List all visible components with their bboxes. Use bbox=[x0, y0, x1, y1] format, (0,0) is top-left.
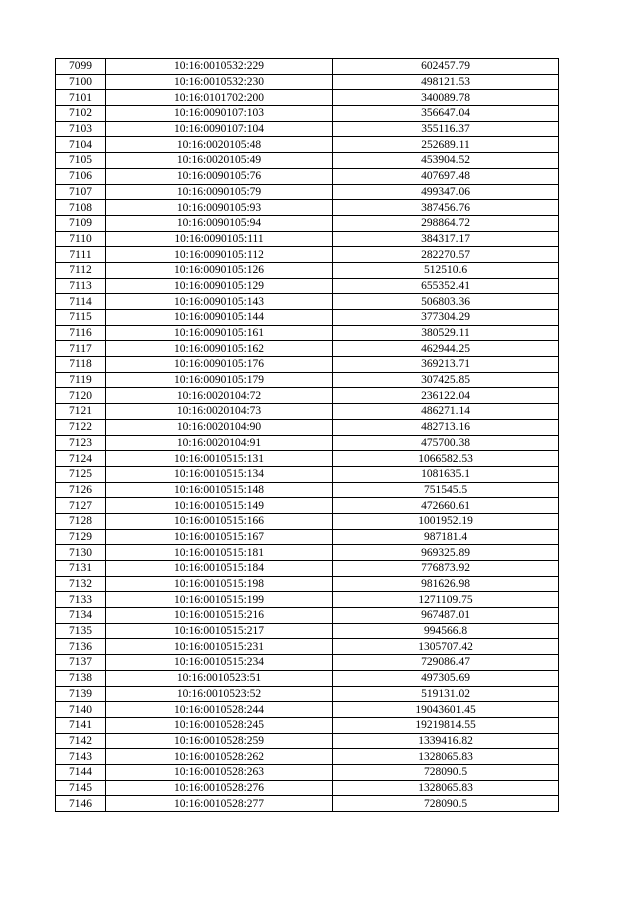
table-row bbox=[56, 247, 559, 263]
table-row bbox=[56, 278, 559, 294]
cadastral-number-cell: 10:16:0010528:259 bbox=[106, 733, 333, 749]
cadastral-value-cell: 512510.6 bbox=[333, 262, 559, 278]
row-number-cell: 7124 bbox=[56, 451, 106, 467]
cadastral-number-cell: 10:16:0090105:179 bbox=[106, 372, 333, 388]
cadastral-value-cell: 369213.71 bbox=[333, 357, 559, 373]
cadastral-number-cell: 10:16:0010515:199 bbox=[106, 592, 333, 608]
cadastral-value-cell: 498121.53 bbox=[333, 74, 559, 90]
cadastral-number-cell: 10:16:0020104:90 bbox=[106, 419, 333, 435]
cadastral-value-cell: 1066582.53 bbox=[333, 451, 559, 467]
table-row bbox=[56, 435, 559, 451]
cadastral-number-cell: 10:16:0010515:198 bbox=[106, 576, 333, 592]
cadastral-value-cell: 355116.37 bbox=[333, 121, 559, 137]
table-row bbox=[56, 184, 559, 200]
cadastral-number-cell: 10:16:0020104:73 bbox=[106, 404, 333, 420]
cadastral-value-cell: 969325.89 bbox=[333, 545, 559, 561]
cadastral-value-cell: 1328065.83 bbox=[333, 780, 559, 796]
row-number-cell: 7128 bbox=[56, 513, 106, 529]
row-number-cell: 7103 bbox=[56, 121, 106, 137]
cadastral-number-cell: 10:16:0090105:129 bbox=[106, 278, 333, 294]
table-row bbox=[56, 215, 559, 231]
table-row bbox=[56, 388, 559, 404]
table-row bbox=[56, 686, 559, 702]
cadastral-number-cell: 10:16:0010515:149 bbox=[106, 498, 333, 514]
row-number-cell: 7137 bbox=[56, 655, 106, 671]
table-row bbox=[56, 749, 559, 765]
cadastral-value-cell: 497305.69 bbox=[333, 670, 559, 686]
table-row bbox=[56, 608, 559, 624]
row-number-cell: 7109 bbox=[56, 215, 106, 231]
cadastral-number-cell: 10:16:0010528:277 bbox=[106, 796, 333, 812]
cadastral-number-cell: 10:16:0010515:217 bbox=[106, 623, 333, 639]
cadastral-number-cell: 10:16:0090105:161 bbox=[106, 325, 333, 341]
cadastral-value-cell: 728090.5 bbox=[333, 796, 559, 812]
row-number-cell: 7117 bbox=[56, 341, 106, 357]
cadastral-number-cell: 10:16:0010515:166 bbox=[106, 513, 333, 529]
cadastral-value-cell: 729086.47 bbox=[333, 655, 559, 671]
cadastral-value-cell: 602457.79 bbox=[333, 59, 559, 75]
row-number-cell: 7113 bbox=[56, 278, 106, 294]
cadastral-value-cell: 519131.02 bbox=[333, 686, 559, 702]
cadastral-number-cell: 10:16:0010528:245 bbox=[106, 717, 333, 733]
cadastral-number-cell: 10:16:0010528:276 bbox=[106, 780, 333, 796]
row-number-cell: 7106 bbox=[56, 168, 106, 184]
table-row bbox=[56, 733, 559, 749]
row-number-cell: 7111 bbox=[56, 247, 106, 263]
row-number-cell: 7115 bbox=[56, 310, 106, 326]
table-row bbox=[56, 137, 559, 153]
cadastral-value-table bbox=[55, 58, 559, 812]
cadastral-number-cell: 10:16:0010515:134 bbox=[106, 466, 333, 482]
table-row bbox=[56, 325, 559, 341]
row-number-cell: 7102 bbox=[56, 106, 106, 122]
cadastral-value-cell: 407697.48 bbox=[333, 168, 559, 184]
cadastral-value-cell: 987181.4 bbox=[333, 529, 559, 545]
table-row bbox=[56, 780, 559, 796]
cadastral-value-cell: 728090.5 bbox=[333, 764, 559, 780]
cadastral-number-cell: 10:16:0090105:126 bbox=[106, 262, 333, 278]
cadastral-number-cell: 10:16:0020104:91 bbox=[106, 435, 333, 451]
row-number-cell: 7130 bbox=[56, 545, 106, 561]
cadastral-value-cell: 340089.78 bbox=[333, 90, 559, 106]
table-row bbox=[56, 372, 559, 388]
row-number-cell: 7118 bbox=[56, 357, 106, 373]
cadastral-value-cell: 387456.76 bbox=[333, 200, 559, 216]
table-row bbox=[56, 74, 559, 90]
table-row bbox=[56, 717, 559, 733]
row-number-cell: 7120 bbox=[56, 388, 106, 404]
cadastral-value-cell: 19219814.55 bbox=[333, 717, 559, 733]
cadastral-value-cell: 776873.92 bbox=[333, 561, 559, 577]
row-number-cell: 7126 bbox=[56, 482, 106, 498]
cadastral-value-cell: 506803.36 bbox=[333, 294, 559, 310]
table-row bbox=[56, 513, 559, 529]
table-row bbox=[56, 466, 559, 482]
cadastral-value-cell: 1339416.82 bbox=[333, 733, 559, 749]
cadastral-number-cell: 10:16:0090105:79 bbox=[106, 184, 333, 200]
table-row bbox=[56, 545, 559, 561]
cadastral-value-cell: 380529.11 bbox=[333, 325, 559, 341]
row-number-cell: 7139 bbox=[56, 686, 106, 702]
row-number-cell: 7131 bbox=[56, 561, 106, 577]
row-number-cell: 7133 bbox=[56, 592, 106, 608]
table-row bbox=[56, 670, 559, 686]
table-row bbox=[56, 419, 559, 435]
cadastral-number-cell: 10:16:0010515:148 bbox=[106, 482, 333, 498]
table-row bbox=[56, 294, 559, 310]
cadastral-number-cell: 10:16:0101702:200 bbox=[106, 90, 333, 106]
table-row bbox=[56, 764, 559, 780]
cadastral-value-cell: 307425.85 bbox=[333, 372, 559, 388]
cadastral-value-cell: 486271.14 bbox=[333, 404, 559, 420]
row-number-cell: 7123 bbox=[56, 435, 106, 451]
cadastral-value-cell: 1328065.83 bbox=[333, 749, 559, 765]
table-row bbox=[56, 482, 559, 498]
cadastral-value-cell: 482713.16 bbox=[333, 419, 559, 435]
cadastral-value-cell: 472660.61 bbox=[333, 498, 559, 514]
table-row bbox=[56, 59, 559, 75]
table-row bbox=[56, 451, 559, 467]
table-row bbox=[56, 561, 559, 577]
cadastral-value-cell: 377304.29 bbox=[333, 310, 559, 326]
row-number-cell: 7132 bbox=[56, 576, 106, 592]
cadastral-number-cell: 10:16:0090105:93 bbox=[106, 200, 333, 216]
cadastral-number-cell: 10:16:0010532:229 bbox=[106, 59, 333, 75]
cadastral-number-cell: 10:16:0020105:49 bbox=[106, 153, 333, 169]
cadastral-value-cell: 475700.38 bbox=[333, 435, 559, 451]
cadastral-value-cell: 967487.01 bbox=[333, 608, 559, 624]
cadastral-number-cell: 10:16:0090105:176 bbox=[106, 357, 333, 373]
row-number-cell: 7116 bbox=[56, 325, 106, 341]
cadastral-number-cell: 10:16:0010515:181 bbox=[106, 545, 333, 561]
table-row bbox=[56, 796, 559, 812]
row-number-cell: 7145 bbox=[56, 780, 106, 796]
table-row bbox=[56, 200, 559, 216]
row-number-cell: 7107 bbox=[56, 184, 106, 200]
table-row bbox=[56, 639, 559, 655]
cadastral-number-cell: 10:16:0010515:167 bbox=[106, 529, 333, 545]
row-number-cell: 7129 bbox=[56, 529, 106, 545]
row-number-cell: 7146 bbox=[56, 796, 106, 812]
cadastral-number-cell: 10:16:0090105:144 bbox=[106, 310, 333, 326]
cadastral-value-cell: 751545.5 bbox=[333, 482, 559, 498]
cadastral-number-cell: 10:16:0010523:51 bbox=[106, 670, 333, 686]
cadastral-value-cell: 356647.04 bbox=[333, 106, 559, 122]
row-number-cell: 7122 bbox=[56, 419, 106, 435]
table-row bbox=[56, 168, 559, 184]
row-number-cell: 7104 bbox=[56, 137, 106, 153]
table-row bbox=[56, 702, 559, 718]
row-number-cell: 7138 bbox=[56, 670, 106, 686]
cadastral-number-cell: 10:16:0010515:184 bbox=[106, 561, 333, 577]
table-row bbox=[56, 90, 559, 106]
table-row bbox=[56, 592, 559, 608]
cadastral-value-cell: 499347.06 bbox=[333, 184, 559, 200]
cadastral-number-cell: 10:16:0090105:112 bbox=[106, 247, 333, 263]
cadastral-value-cell: 19043601.45 bbox=[333, 702, 559, 718]
row-number-cell: 7099 bbox=[56, 59, 106, 75]
cadastral-number-cell: 10:16:0010532:230 bbox=[106, 74, 333, 90]
cadastral-number-cell: 10:16:0010515:216 bbox=[106, 608, 333, 624]
row-number-cell: 7114 bbox=[56, 294, 106, 310]
row-number-cell: 7143 bbox=[56, 749, 106, 765]
cadastral-number-cell: 10:16:0010523:52 bbox=[106, 686, 333, 702]
table-row bbox=[56, 655, 559, 671]
row-number-cell: 7100 bbox=[56, 74, 106, 90]
cadastral-number-cell: 10:16:0010515:131 bbox=[106, 451, 333, 467]
table-row bbox=[56, 262, 559, 278]
row-number-cell: 7121 bbox=[56, 404, 106, 420]
cadastral-number-cell: 10:16:0090105:162 bbox=[106, 341, 333, 357]
cadastral-value-cell: 1001952.19 bbox=[333, 513, 559, 529]
cadastral-value-cell: 981626.98 bbox=[333, 576, 559, 592]
table-row bbox=[56, 153, 559, 169]
row-number-cell: 7141 bbox=[56, 717, 106, 733]
row-number-cell: 7101 bbox=[56, 90, 106, 106]
table-row bbox=[56, 106, 559, 122]
cadastral-number-cell: 10:16:0090107:103 bbox=[106, 106, 333, 122]
cadastral-value-cell: 252689.11 bbox=[333, 137, 559, 153]
row-number-cell: 7125 bbox=[56, 466, 106, 482]
row-number-cell: 7110 bbox=[56, 231, 106, 247]
table-row bbox=[56, 404, 559, 420]
cadastral-number-cell: 10:16:0010515:234 bbox=[106, 655, 333, 671]
cadastral-number-cell: 10:16:0010515:231 bbox=[106, 639, 333, 655]
table-body bbox=[56, 59, 559, 812]
cadastral-value-cell: 994566.8 bbox=[333, 623, 559, 639]
cadastral-value-cell: 236122.04 bbox=[333, 388, 559, 404]
cadastral-number-cell: 10:16:0090105:94 bbox=[106, 215, 333, 231]
cadastral-number-cell: 10:16:0020105:48 bbox=[106, 137, 333, 153]
table-row bbox=[56, 310, 559, 326]
row-number-cell: 7144 bbox=[56, 764, 106, 780]
cadastral-value-cell: 1305707.42 bbox=[333, 639, 559, 655]
cadastral-number-cell: 10:16:0010528:263 bbox=[106, 764, 333, 780]
cadastral-number-cell: 10:16:0010528:244 bbox=[106, 702, 333, 718]
cadastral-number-cell: 10:16:0090105:76 bbox=[106, 168, 333, 184]
row-number-cell: 7135 bbox=[56, 623, 106, 639]
cadastral-value-cell: 655352.41 bbox=[333, 278, 559, 294]
cadastral-value-cell: 1081635.1 bbox=[333, 466, 559, 482]
table-row bbox=[56, 623, 559, 639]
cadastral-number-cell: 10:16:0090105:143 bbox=[106, 294, 333, 310]
cadastral-value-cell: 282270.57 bbox=[333, 247, 559, 263]
row-number-cell: 7112 bbox=[56, 262, 106, 278]
row-number-cell: 7136 bbox=[56, 639, 106, 655]
cadastral-number-cell: 10:16:0090107:104 bbox=[106, 121, 333, 137]
row-number-cell: 7134 bbox=[56, 608, 106, 624]
row-number-cell: 7140 bbox=[56, 702, 106, 718]
table-row bbox=[56, 357, 559, 373]
cadastral-number-cell: 10:16:0090105:111 bbox=[106, 231, 333, 247]
cadastral-number-cell: 10:16:0010528:262 bbox=[106, 749, 333, 765]
cadastral-value-cell: 298864.72 bbox=[333, 215, 559, 231]
cadastral-value-cell: 384317.17 bbox=[333, 231, 559, 247]
row-number-cell: 7105 bbox=[56, 153, 106, 169]
cadastral-value-cell: 1271109.75 bbox=[333, 592, 559, 608]
table-row bbox=[56, 576, 559, 592]
table-row bbox=[56, 121, 559, 137]
row-number-cell: 7119 bbox=[56, 372, 106, 388]
table-row bbox=[56, 529, 559, 545]
row-number-cell: 7142 bbox=[56, 733, 106, 749]
row-number-cell: 7127 bbox=[56, 498, 106, 514]
table-row bbox=[56, 498, 559, 514]
cadastral-number-cell: 10:16:0020104:72 bbox=[106, 388, 333, 404]
cadastral-value-cell: 462944.25 bbox=[333, 341, 559, 357]
row-number-cell: 7108 bbox=[56, 200, 106, 216]
table-row bbox=[56, 231, 559, 247]
table-row bbox=[56, 341, 559, 357]
cadastral-value-cell: 453904.52 bbox=[333, 153, 559, 169]
